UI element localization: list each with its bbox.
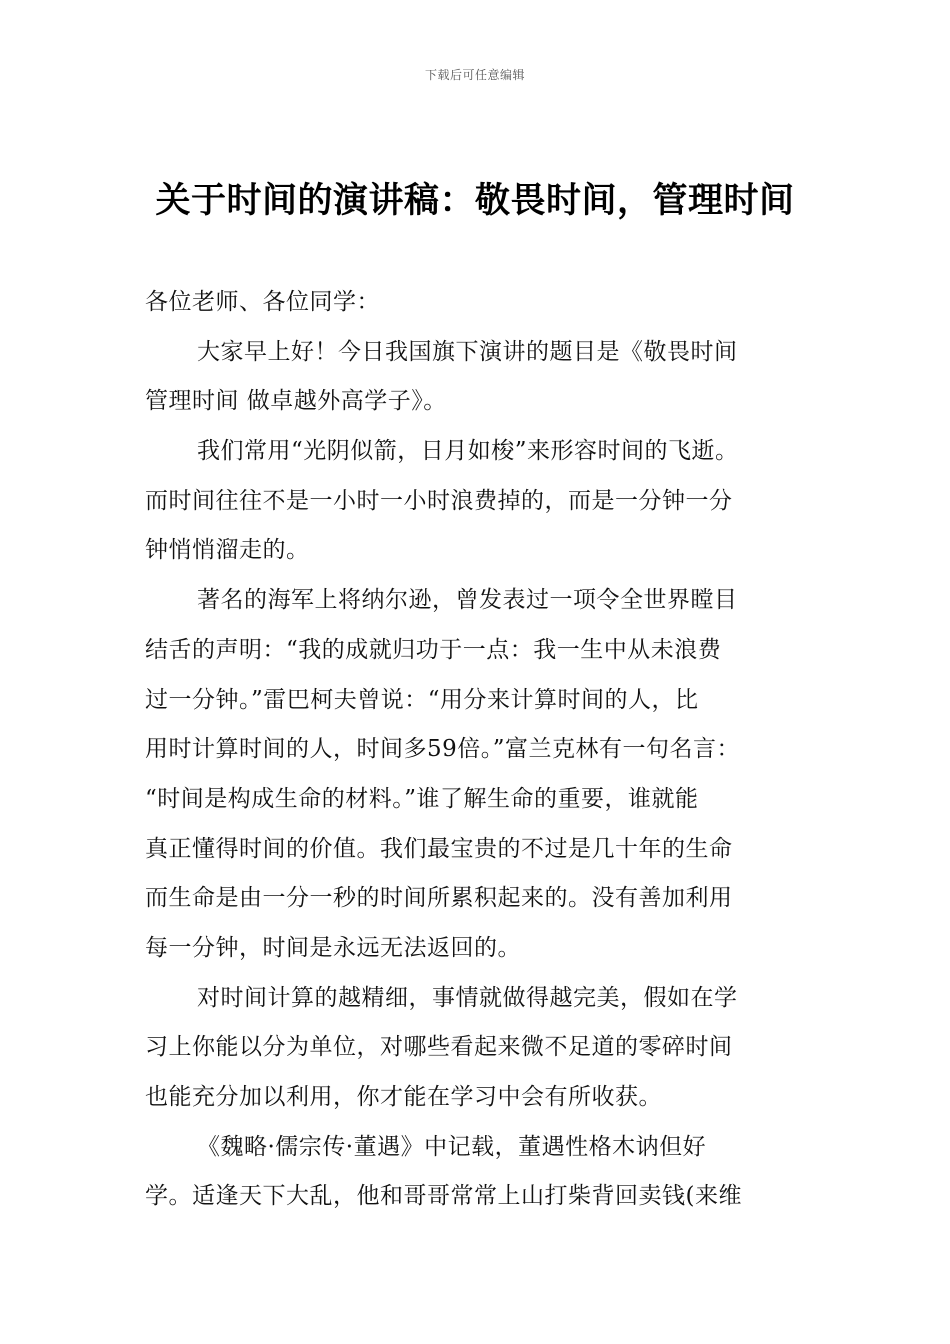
text-line: 也能充分加以利用，你才能在学习中会有所收获。 — [145, 1084, 662, 1110]
text-line: 真正懂得时间的价值。我们最宝贵的不过是几十年的生命 — [145, 835, 733, 862]
text-line: 著名的海军上将纳尔逊，曾发表过一项令全世界瞠目 — [197, 587, 738, 614]
document-body — [145, 278, 817, 1222]
text-line: 习上你能以分为单位，对哪些看起来微不足道的零碎时间 — [145, 1034, 733, 1061]
text-line: 我们常用“光阴似箭，日月如梭”来形容时间的飞逝。 — [197, 438, 739, 465]
document-title: 关于时间的演讲稿：敬畏时间，管理时间 — [155, 181, 795, 221]
text-line: “时间是构成生命的材料。”谁了解生命的重要，谁就能 — [145, 785, 699, 812]
text-line: 各位老师、各位同学： — [145, 289, 380, 315]
text-line: 结舌的声明：“我的成就归功于一点：我一生中从未浪费 — [145, 636, 722, 663]
text-line: 对时间计算的越精细，事情就做得越完美，假如在学 — [197, 984, 738, 1011]
text-line: 每一分钟，时间是永远无法返回的。 — [145, 934, 521, 961]
text-line: 而生命是由一分一秒的时间所累积起来的。没有善加利用 — [145, 885, 733, 912]
text-line: 用时计算时间的人，时间多59倍。”富兰克林有一句名言： — [145, 736, 741, 763]
header-note: 下载后可任意编辑 — [424, 68, 525, 82]
text-line: 过一分钟。”雷巴柯夫曾说：“用分来计算时间的人，比 — [145, 686, 699, 713]
text-line: 管理时间 做卓越外高学子》。 — [145, 388, 447, 415]
text-line: 大家早上好！今日我国旗下演讲的题目是《敬畏时间 — [197, 338, 738, 365]
text-line: 而时间往往不是一小时一小时浪费掉的，而是一分钟一分 — [145, 487, 733, 514]
text-line: 学。适逢天下大乱，他和哥哥常常上山打柴背回卖钱(来维 — [145, 1183, 742, 1210]
text-line: 《魏略·儒宗传·董遇》中记载，董遇性格木讷但好 — [197, 1133, 707, 1160]
text-line: 钟悄悄溜走的。 — [145, 537, 310, 564]
